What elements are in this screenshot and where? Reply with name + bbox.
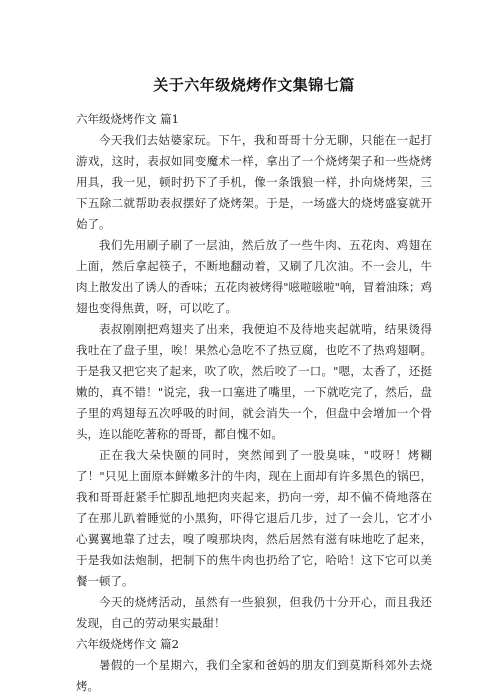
paragraph: 今天我们去姑婆家玩。下午，我和哥哥十分无聊，只能在一起打游戏，这时，表叔如同变魔术一样，拿出了一个烧烤架子和一些烧烤用具，我一见，顿时扔下了手机，像一条饿狼一样，扑向烧烤架，三下五除二就帮助表叔摆好了烧烤架。于是，一场盛大的烧烤盛宴就开始了。 <box>76 133 432 231</box>
paragraph: 正在我大朵快颐的同时，突然闻到了一股臭味，"哎呀！烤糊了！"只见上面原本鲜嫩多汁的牛肉，现在上面却有许多黑色的锅巴，我和哥哥赶紧手忙脚乱地把肉夹起来，扔向一旁，却不偏不倚地落在了在那儿趴着睡觉的小黑狗，吓得它退后几步，过了一会儿，它才小心翼翼地靠了过去，嗅了嗅那块肉，然后居然有滋有味地吃了起来，于是我如法炮制，把制下的焦牛肉也扔给了它，哈哈！这下它可以美餐一顿了。 <box>76 448 432 588</box>
paragraph: 表叔刚刚把鸡翅夹了出来，我便迫不及待地夹起就啃，结果烫得我吐在了盘子里，唉！果然心急吃不了热豆腐，也吃不了热鸡翅啊。于是我又把它夹了起来，吹了吹，然后咬了一口。"嗯，太香了，还挺嫩的，真不错！"说完，我一口塞进了嘴里，一下就吃完了，然后，盘子里的鸡翅每五次呼吸的时间，就会消失一个，但盘中会增加一个骨头，连以能吃著称的哥哥，都自愧不如。 <box>76 322 432 441</box>
section-heading: 六年级烧烤作文 篇2 <box>76 637 179 651</box>
paragraph: 我们先用刷子刷了一层油，然后放了一些牛肉、五花肉、鸡翅在上面，然后拿起筷子，不断地翻动着，又刷了几次油。不一会儿，牛肉上散发出了诱人的香味；五花肉被烤得"嗞啦嗞啦"响，冒着油珠；鸡翅也变得焦黄，呀，可以吃了。 <box>76 238 432 315</box>
page-title: 关于六年级烧烤作文集锦七篇 <box>153 76 355 94</box>
section-2 <box>76 634 432 697</box>
section-1 <box>76 109 432 634</box>
section-heading: 六年级烧烤作文 篇1 <box>76 112 179 126</box>
paragraph: 暑假的一个星期六，我们全家和爸妈的朋友们到莫斯科郊外去烧烤。 <box>76 658 432 693</box>
paragraph: 今天的烧烤活动，虽然有一些狼狈，但我仍十分开心，而且我还发现，自己的劳动果实最甜！ <box>76 595 432 630</box>
